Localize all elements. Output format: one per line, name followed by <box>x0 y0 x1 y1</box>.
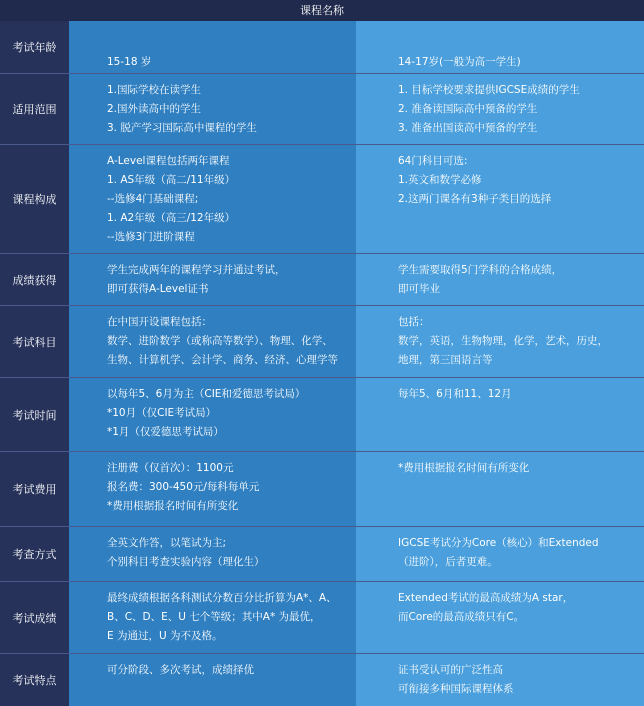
cell-igcse <box>356 306 644 377</box>
table-row <box>0 581 644 653</box>
table-row <box>0 653 644 706</box>
cell-igcse <box>356 74 644 144</box>
cell-line: 1. 目标学校要求提供IGCSE成绩的学生 <box>398 84 580 96</box>
row-label: 考试费用 <box>0 452 69 526</box>
cell-a-level <box>69 527 356 581</box>
cell-igcse <box>356 582 644 653</box>
row-label: 考试特点 <box>0 654 69 706</box>
cell-line: IGCSE考试分为Core（核心）和Extended <box>398 537 599 549</box>
cell-line: 2.这两门课各有3种子类目的选择 <box>398 193 552 205</box>
row-label: 考查方式 <box>0 527 69 581</box>
cell-a-level <box>69 306 356 377</box>
cell-a-level <box>69 254 356 305</box>
cell-line: --选修4门基础课程; <box>107 193 199 205</box>
table-title: 课程名称 <box>0 0 644 21</box>
cell-line: A-Level课程包括两年课程 <box>107 155 230 167</box>
cell-line: 生物、计算机学、会计学、商务、经济、心理学等 <box>107 354 338 366</box>
cell-line: Extended考试的最高成绩为A star， <box>398 592 574 604</box>
cell-line: 14-17岁(一般为高一学生) <box>398 56 521 68</box>
cell-line: （进阶），后者更难。 <box>398 556 498 568</box>
cell-line: 全英文作答，以笔试为主; <box>107 537 227 549</box>
table-row <box>0 305 644 377</box>
cell-line: 每年5、6月和11、12月 <box>398 388 512 400</box>
cell-line: 报名费：300-450元/每科每单元 <box>107 481 260 493</box>
cell-line: --选修3门进阶课程 <box>107 231 195 243</box>
cell-line: 1.英文和数学必修 <box>398 174 482 186</box>
cell-a-level <box>69 582 356 653</box>
cell-igcse <box>356 254 644 305</box>
cell-line: 1. A2年级（高三/12年级） <box>107 212 236 224</box>
row-label: 考试时间 <box>0 378 69 451</box>
table-row <box>0 253 644 305</box>
cell-line: 2. 准备读国际高中预备的学生 <box>398 103 538 115</box>
cell-line: 3. 脱产学习国际高中课程的学生 <box>107 122 257 134</box>
table-row <box>0 451 644 526</box>
cell-line: *1月（仅爱德思考试局） <box>107 426 224 438</box>
cell-igcse <box>356 145 644 253</box>
row-label: 考试年龄 <box>0 21 69 73</box>
cell-igcse <box>356 378 644 451</box>
cell-line: 64门科目可选: <box>398 155 468 167</box>
row-label: 考试科目 <box>0 306 69 377</box>
cell-line: *10月（仅CIE考试局） <box>107 407 217 419</box>
cell-a-level <box>69 145 356 253</box>
cell-igcse <box>356 654 644 706</box>
cell-line: *费用根据报名时间有所变化 <box>398 462 530 474</box>
cell-line: 学生完成两年的课程学习并通过考试， <box>107 264 286 276</box>
cell-line: 学生需要取得5门学科的合格成绩， <box>398 264 563 276</box>
row-label: 课程构成 <box>0 145 69 253</box>
cell-line: 3. 准备出国读高中预备的学生 <box>398 122 538 134</box>
cell-line: 以每年5、6月为主（CIE和爱德思考试局） <box>107 388 306 400</box>
cell-igcse <box>356 21 644 73</box>
cell-line: 即可获得A-Level证书 <box>107 283 209 295</box>
cell-line: 15-18 岁 <box>107 56 152 68</box>
row-label: 适用范围 <box>0 74 69 144</box>
cell-a-level <box>69 74 356 144</box>
table-row <box>0 526 644 581</box>
cell-line: 个别科目考查实验内容（理化生） <box>107 556 265 568</box>
table-row <box>0 73 644 144</box>
cell-a-level <box>69 452 356 526</box>
cell-line: 1. AS年级（高二/11年级） <box>107 174 236 186</box>
cell-line: 地理，第三国语言等 <box>398 354 493 366</box>
cell-line: 可分阶段、多次考试，成绩择优 <box>107 664 254 676</box>
cell-line: 证书受认可的广泛性高 <box>398 664 503 676</box>
cell-line: 而Core的最高成绩只有C。 <box>398 611 525 623</box>
cell-line: 数学、进阶数学（或称高等数学）、物理、化学、 <box>107 335 333 347</box>
table-row <box>0 144 644 253</box>
cell-line: 数学，英语，生物物理，化学，艺术，历史， <box>398 335 608 347</box>
table-row <box>0 21 644 73</box>
cell-line: 在中国开设课程包括： <box>107 316 212 328</box>
cell-line: E 为通过，U 为不及格。 <box>107 630 223 642</box>
cell-line: *费用根据报名时间有所变化 <box>107 500 239 512</box>
cell-line: 最终成绩根据各科测试分数百分比折算为A*、A、 <box>107 592 337 604</box>
row-label: 成绩获得 <box>0 254 69 305</box>
cell-line: 1.国际学校在读学生 <box>107 84 202 96</box>
cell-line: 包括： <box>398 316 430 328</box>
cell-line: 2.国外读高中的学生 <box>107 103 202 115</box>
cell-line: 注册费（仅首次）：1100元 <box>107 462 234 474</box>
cell-a-level <box>69 378 356 451</box>
table-row <box>0 377 644 451</box>
row-label: 考试成绩 <box>0 582 69 653</box>
cell-igcse <box>356 452 644 526</box>
cell-line: 即可毕业 <box>398 283 440 295</box>
cell-a-level <box>69 21 356 73</box>
cell-igcse <box>356 527 644 581</box>
cell-line: 可衔接多种国际课程体系 <box>398 683 514 695</box>
cell-a-level <box>69 654 356 706</box>
cell-line: B、C、D、E、U 七个等级；其中A* 为最优， <box>107 611 321 623</box>
